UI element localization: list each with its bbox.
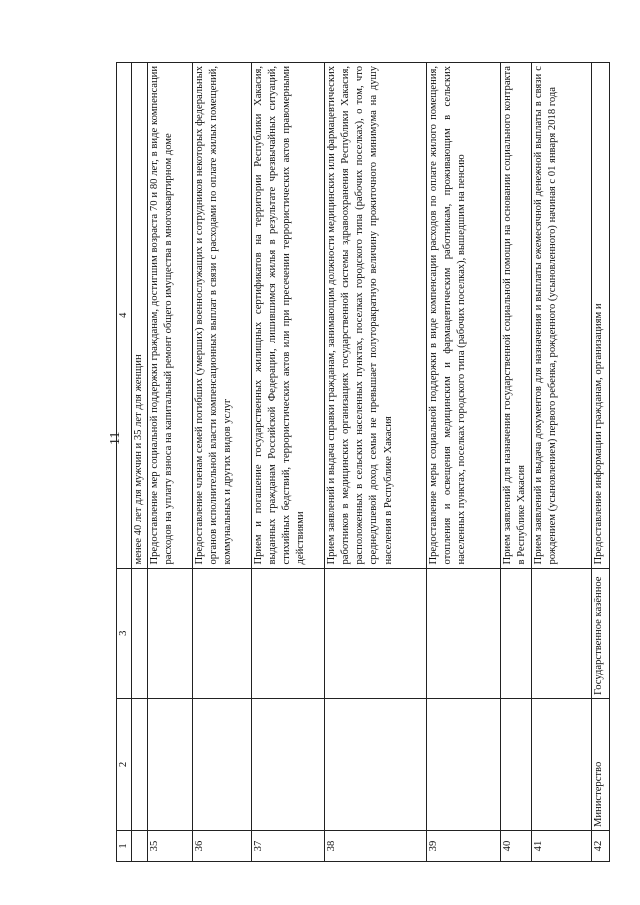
- row-institution-cell: [192, 568, 251, 698]
- row-agency-cell: [500, 698, 531, 830]
- row-service-text-cell: Предоставление меры социальной поддержки в виде компенсации расходов по оплате жилого помещения, отопления и освещения медицинским и фармацевтическим работникам, проживающим в сельских населенных пунктах, поселках городского типа (рабочих поселках), вышедшим на пенсию: [426, 63, 500, 569]
- row-institution-cell: [147, 568, 192, 698]
- continuation-empty-cell: [132, 698, 147, 830]
- row-service-text-cell: Предоставление членам семей погибших (умерших) военнослужащих и сотрудников некоторых федеральных органов исполнительной власти компенсационных выплат в связи с расходами по оплате жилых помещений, коммунальных и других видов услуг: [192, 63, 251, 569]
- row-institution-cell: Государственное казённое: [591, 568, 609, 698]
- row-service-text-cell: Прием заявлений и выдача документов для назначения и выплаты ежемесячной денежной выплаты в связи с рождением (усыновлением) первого ребенка, рожденного (усыновленного) начиная с 01 января 2018 года: [531, 63, 591, 569]
- table-row: [531, 63, 591, 862]
- row-number-cell: 39: [426, 831, 500, 862]
- row-agency-cell: Министерство: [591, 698, 609, 830]
- continuation-text-cell: менее 40 лет для мужчин и 35 лет для женщин: [132, 63, 147, 569]
- header-cell-1: 1: [117, 831, 132, 862]
- row-service-text-cell: Предоставление мер социальной поддержки гражданам, достигшим возраста 70 и 80 лет, в виде компенсации расходов на уплату взноса на капитальный ремонт общего имущества в многоквартирном доме: [147, 63, 192, 569]
- header-cell-2: 2: [117, 698, 132, 830]
- table-row: [147, 63, 192, 862]
- row-number-cell: 37: [251, 831, 324, 862]
- services-table: [116, 62, 610, 862]
- row-number-cell: 36: [192, 831, 251, 862]
- row-service-text-cell: Прием и погашение государственных жилищных сертификатов на территории Республики Хакасия, выданных гражданам Российской Федерации, лишившимся жилья в результате чрезвычайных ситуаций, стихийных бедствий, террористических актов или при пресечении террористических актов правомерными действиями: [251, 63, 324, 569]
- table-header-row: [117, 63, 132, 862]
- table-row: [591, 63, 609, 862]
- row-institution-cell: [324, 568, 426, 698]
- row-agency-cell: [531, 698, 591, 830]
- table-row: [251, 63, 324, 862]
- rotated-page-content: [116, 62, 606, 862]
- table-row: [324, 63, 426, 862]
- header-cell-4: 4: [117, 63, 132, 569]
- row-service-text-cell: Предоставление информации гражданам, организациям и: [591, 63, 609, 569]
- row-service-text-cell: Прием заявлений для назначения государственной социальной помощи на основании социального контракта в Республике Хакасия: [500, 63, 531, 569]
- row-number-cell: 35: [147, 831, 192, 862]
- row-number-cell: 40: [500, 831, 531, 862]
- row-number-cell: 38: [324, 831, 426, 862]
- continuation-empty-cell: [132, 568, 147, 698]
- row-institution-cell: [531, 568, 591, 698]
- row-agency-cell: [324, 698, 426, 830]
- page-number: 11: [108, 431, 123, 445]
- row-service-text-cell: Прием заявлений и выдача справки гражданам, занимающим должности медицинских или фармацевтических работников в медицинских организациях государственной системы здравоохранения Республики Хакасия, расположенных в сельских населенных пунктах, поселках городского типа (рабочих поселках), о том, что среднедушевой доход семьи не превышает полуторакратную величину прожиточного минимума на душу населения в Республике Хакасия: [324, 63, 426, 569]
- table-row: [500, 63, 531, 862]
- table-row: [426, 63, 500, 862]
- row-agency-cell: [192, 698, 251, 830]
- table-row: [192, 63, 251, 862]
- header-cell-3: 3: [117, 568, 132, 698]
- row-agency-cell: [251, 698, 324, 830]
- continuation-row: [132, 63, 147, 862]
- continuation-empty-cell: [132, 831, 147, 862]
- row-agency-cell: [147, 698, 192, 830]
- row-institution-cell: [251, 568, 324, 698]
- row-number-cell: 42: [591, 831, 609, 862]
- row-institution-cell: [426, 568, 500, 698]
- row-agency-cell: [426, 698, 500, 830]
- row-number-cell: 41: [531, 831, 591, 862]
- row-institution-cell: [500, 568, 531, 698]
